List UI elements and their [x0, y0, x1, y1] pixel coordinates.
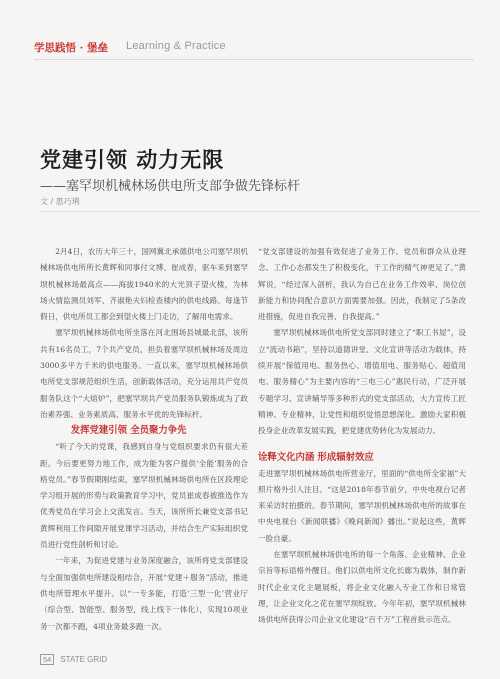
section-subheading: 发挥党建引领 全员聚力争先: [70, 425, 187, 437]
article-title: 党建引领 动力无限: [40, 147, 225, 172]
section-subheading: 诠释文化内涵 形成辐射效应: [258, 451, 374, 463]
paragraph: 塞罕坝机械林场供电所坐落在河北围场县城最北部，该所共有16名员工，7个共产党员，担负着塞罕坝机械林场及周边3000多平方千米的供电服务。一直以来，塞罕坝机械林场供电所党支部规范组织生活，创新载体活动，充分运用共产党员服务队这个“大熔炉”，把塞罕坝共产党员服务队锻炼成为了政治素养强、业务素质高、服务水平优的先锋标杆。: [40, 328, 248, 419]
right-column: [258, 244, 466, 629]
article-author: 文 / 惠巧琍: [40, 197, 80, 206]
page-footer: [40, 654, 107, 665]
paragraph: “党支部建设的加强有效促进了业务工作。党员和群众从业理念、工作心态都发生了积极变化，干工作的精气神更足了。”黄辉说，“经过深入剖析，我认为自己在业务工作效率、岗位创新能力和协同配合意识方面需要加强。因此，我制定了5条改进措施，促进自我完善、自我提高。”: [258, 247, 466, 322]
page-number: 54: [40, 654, 54, 665]
paragraph: 一年来，为促进党建与业务深度融合，该所将党支部建设与全面加强供电所建设相结合，开展“党建＋服务”活动，推进供电所管理水平提升。以“一专多能，打造‘三型一化’营业厅（综合型、智能型、服务型，线上线下一体化），实现10项业务一次都不跑，4项业务最多跑一次。: [40, 556, 248, 631]
section-tag: 学思践悟 · 堡垒: [34, 42, 108, 54]
title-divider: [40, 211, 480, 212]
paragraph: 在塞罕坝机械林场供电所的每一个角落、企业精神、企业宗旨等标语格外醒目。他们以供电所文化长廊为载体，制作新时代企业文化主题展板，将企业文化融入专业工作和日常管理，让企业文化之花在塞罕坝绽放。今年年初，塞罕坝机械林场供电所获得公司企业文化建设“百千万”工程首批示范点。: [258, 550, 466, 625]
paragraph: “听了今天的党课，我感到自身与党组织要求仍有很大差距。今后要更努力地工作，成为能为客户提供‘全能’服务的合格党员。”春节假期刚结束，塞罕坝机械林场供电所在区段理论学习组开展的形势与政策教育学习中，党员崔成春被推选作为优秀党员在学习会上交流发言。当天，该所所长兼党支部书记黄辉利用工作间隙开展党课学习活动，并结合生产实际组织党员进行党性剖析和讨论。: [40, 442, 248, 550]
section-header: [34, 40, 474, 54]
magazine-name: STATE GRID: [60, 655, 108, 664]
paragraph: 塞罕坝机械林场供电所党支部同时建立了“职工书屋”，设立“流动书箱”，坚持以道德讲堂、文化宣讲等活动为载体，持续开展“保值用电、服务热心、增值用电、服务贴心、超值用电、服务精心”为主要内容的“三电三心”惠民行动，广泛开展专题学习、宣讲辅导等多种形式的党支部活动，大力宣传工匠精神、专业精神，让党性和组织觉悟思想深化、激励大家积极投身企业改革发展实践，把党建优势转化为发展动力。: [258, 328, 466, 436]
section-english-label: Learning & Practice: [126, 40, 226, 52]
left-column: [40, 244, 248, 635]
header-divider: [34, 59, 474, 60]
paragraph: 2月4日，农历大年三十，国网冀北承德供电公司塞罕坝机械林场供电所所长黄辉和同事付文博、崔成春，驱车来到塞罕坝机械林场最高点——海拔1940米的大光顶子望火楼，为林场火情监测员刘军、齐淑艳夫妇检查楼内的供电线路。每逢节假日，供电所员工都会到望火楼上门走访，了解用电需求。: [40, 247, 248, 322]
article-subtitle: ——塞罕坝机械林场供电所支部争做先锋标杆: [40, 179, 301, 194]
paragraph: 走进塞罕坝机械林场供电所营业厅，里面的“供电所全家福”大照片格外引人注目。“这是2018年春节前夕，中央电视台记者来采访时拍摄的。春节期间，塞罕坝机械林场供电所的故事在中央电视台《新闻联播》《晚间新闻》播出。”说起这些，黄辉一脸自豪。: [258, 468, 466, 543]
